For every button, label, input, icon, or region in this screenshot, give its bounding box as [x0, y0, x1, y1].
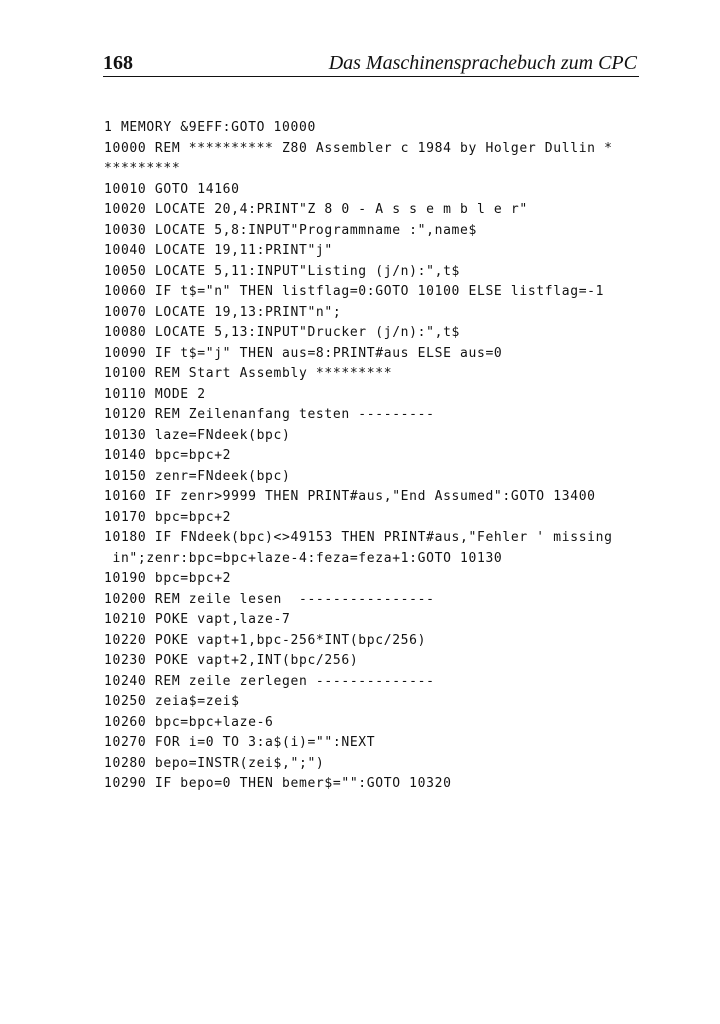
code-line: 10070 LOCATE 19,13:PRINT"n";: [104, 304, 342, 320]
code-line: 10250 zeia$=zei$: [104, 694, 240, 709]
code-line: 10180 IF FNdeek(bpc)<>49153 THEN PRINT#aus,"Fehler ' missing: [104, 530, 613, 545]
code-line: in";zenr:bpc=bpc+laze-4:feza=feza+1:GOTO 10130: [104, 550, 503, 566]
code-line: 10110 MODE 2: [104, 386, 206, 402]
code-line: 10100 REM Start Assembly *********: [104, 366, 393, 381]
code-line: 10270 FOR i=0 TO 3:a$(i)="":NEXT: [104, 735, 376, 750]
code-line: 10090 IF t$="j" THEN aus=8:PRINT#aus ELSE aus=0: [104, 345, 503, 361]
code-line: 10060 IF t$="n" THEN listflag=0:GOTO 10100 ELSE listflag=-1: [104, 284, 605, 299]
page-header: [103, 50, 639, 77]
code-line: 10210 POKE vapt,laze-7: [104, 612, 291, 627]
code-line: 10140 bpc=bpc+2: [104, 448, 232, 463]
code-line: 10030 LOCATE 5,8:INPUT"Programmname :",name$: [104, 222, 477, 238]
code-line: 10230 POKE vapt+2,INT(bpc/256): [104, 653, 359, 668]
code-line: 10160 IF zenr>9999 THEN PRINT#aus,"End Assumed":GOTO 13400: [104, 489, 596, 504]
code-line: 10010 GOTO 14160: [104, 181, 240, 197]
code-line: 1 MEMORY &9EFF:GOTO 10000: [104, 120, 316, 135]
code-line: 10000 REM ********** Z80 Assembler c 1984 by Holger Dullin *: [104, 140, 613, 156]
code-line: 10260 bpc=bpc+laze-6: [104, 714, 274, 730]
code-line: 10050 LOCATE 5,11:INPUT"Listing (j/n):",t$: [104, 263, 461, 279]
book-title: Das Maschinensprachebuch zum CPC: [328, 52, 637, 74]
code-line: 10080 LOCATE 5,13:INPUT"Drucker (j/n):",t$: [104, 325, 461, 340]
code-line: 10020 LOCATE 20,4:PRINT"Z 8 0 - A s s e m b l e r": [104, 202, 528, 217]
code-line: 10170 bpc=bpc+2: [104, 509, 232, 525]
code-line: 10280 bepo=INSTR(zei$,";"): [104, 755, 325, 771]
code-line: 10220 POKE vapt+1,bpc-256*INT(bpc/256): [104, 632, 427, 648]
code-line: 10150 zenr=FNdeek(bpc): [104, 468, 291, 484]
code-line: 10130 laze=FNdeek(bpc): [104, 427, 291, 443]
code-line: 10120 REM Zeilenanfang testen ---------: [104, 407, 435, 422]
code-line: *********: [104, 161, 181, 176]
code-line: 10200 REM zeile lesen ----------------: [104, 591, 435, 607]
basic-listing: [104, 118, 664, 795]
code-line: 10040 LOCATE 19,11:PRINT"j": [104, 243, 333, 258]
page-number: 168: [103, 52, 133, 74]
code-line: 10290 IF bepo=0 THEN bemer$="":GOTO 10320: [104, 776, 452, 791]
code-line: 10240 REM zeile zerlegen --------------: [104, 673, 435, 689]
code-line: 10190 bpc=bpc+2: [104, 571, 232, 586]
